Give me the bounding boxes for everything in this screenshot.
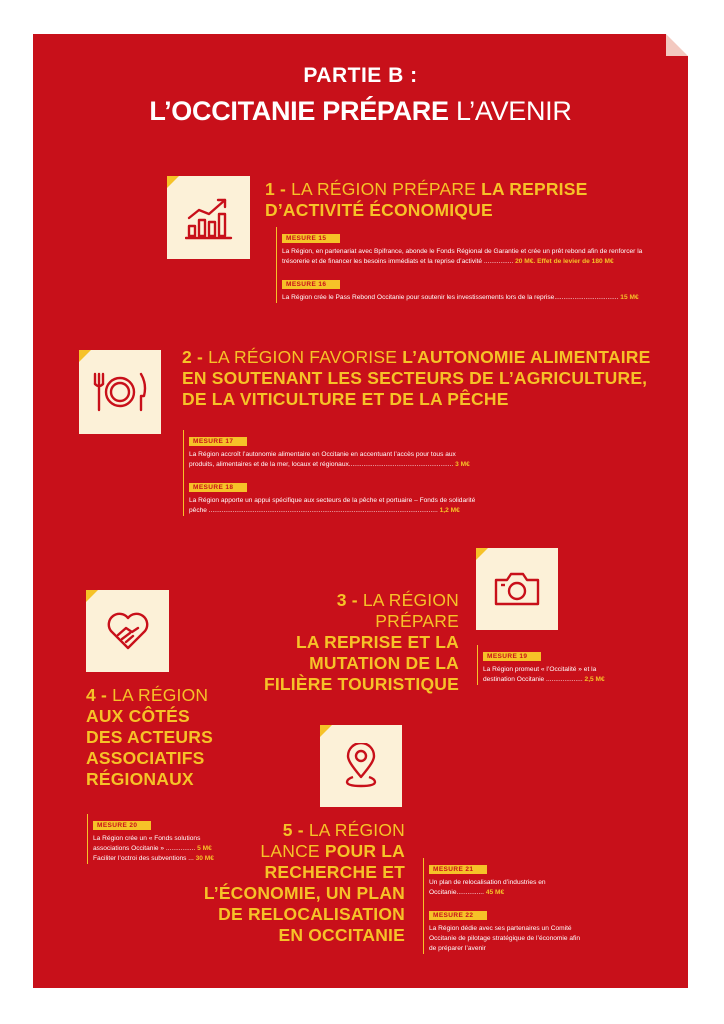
section-5-tile bbox=[320, 725, 402, 807]
camera-icon bbox=[493, 571, 541, 607]
page-title bbox=[33, 96, 688, 127]
measure-badge: MESURE 17 bbox=[189, 437, 247, 446]
section-4-heading: 4 - LA RÉGION AUX CÔTÉS DES ACTEURS ASSOCIATIFS RÉGIONAUX bbox=[86, 685, 213, 789]
section-1-tile bbox=[167, 176, 250, 259]
section-1-heading: 1 - LA RÉGION PRÉPARE LA REPRISE D’ACTIVITÉ ÉCONOMIQUE bbox=[265, 179, 588, 220]
measure-badge: MESURE 18 bbox=[189, 483, 247, 492]
fork-plate-knife-icon bbox=[91, 372, 149, 412]
measure-text: La Région crée le Pass Rebond Occitanie pour soutenir les investissements lors de la reprise................................... 15 M€ bbox=[282, 294, 639, 301]
section-2-tile bbox=[79, 350, 161, 434]
heart-handshake-icon bbox=[106, 611, 150, 651]
section-3-tile bbox=[476, 548, 558, 630]
part-label: PARTIE B : bbox=[303, 64, 418, 87]
measure-text: La Région crée un « Fonds solutions associations Occitanie » ................ 5 M€ Faciliter l’octroi des subventions ... 30 M€ bbox=[93, 835, 214, 862]
section-2-measures bbox=[183, 430, 479, 516]
measure-badge: MESURE 15 bbox=[282, 234, 340, 243]
measure-text: Un plan de relocalisation d’industries en Occitanie............... 45 M€ bbox=[429, 879, 546, 896]
section-4-tile bbox=[86, 590, 169, 672]
measure-text: La Région apporte un appui spécifique aux secteurs de la pêche et portuaire – Fonds de solidarité pêche ............................................................................................................................. 1,2 M€ bbox=[189, 497, 476, 514]
page-fold-corner bbox=[666, 34, 688, 56]
measure-badge: MESURE 19 bbox=[483, 652, 541, 661]
measure-badge: MESURE 22 bbox=[429, 911, 487, 920]
section-3-heading: 3 - LA RÉGION PRÉPARE LA REPRISE ET LA MUTATION DE LA FILIÈRE TOURISTIQUE bbox=[263, 590, 459, 694]
measure-text: La Région promeut « l’Occitalité » et la destination Occitanie .................... 2,5 M€ bbox=[483, 666, 605, 683]
measure-badge: MESURE 16 bbox=[282, 280, 340, 289]
measure-text: La Région, en partenariat avec Bpifrance, abonde le Fonds Régional de Garantie et crée un prêt rebond afin de renforcer la trésorerie et de financer les besoins immédiats et la reprise d’activité ................ 20 M€. Effet de levier de 180 M€ bbox=[282, 248, 643, 265]
measure-text: La Région dédie avec ses partenaires un Comité Occitanie de pilotage stratégique de l’économie afin de préparer l’avenir bbox=[429, 925, 581, 952]
location-pin-icon bbox=[343, 743, 379, 789]
measure-text: La Région accroît l’autonomie alimentaire en Occitanie en accentuant l’accès pour tous aux produits, alimentaires et de la mer, locaux et régionaux......................................................... 3 M€ bbox=[189, 451, 470, 468]
section-2-heading: 2 - LA RÉGION FAVORISE L’AUTONOMIE ALIMENTAIRE EN SOUTENANT LES SECTEURS DE L’AGRICULTURE, DE LA VITICULTURE ET DE LA PÊCHE bbox=[182, 347, 651, 409]
section-1-measures bbox=[276, 227, 662, 303]
measure-badge: MESURE 21 bbox=[429, 865, 487, 874]
section-5-heading: 5 - LA RÉGION LANCE POUR LA RECHERCHE ET L’ÉCONOMIE, UN PLAN DE RELOCALISATION EN OCCITANIE bbox=[203, 820, 405, 945]
measure-badge: MESURE 20 bbox=[93, 821, 151, 830]
section-5-measures bbox=[423, 858, 589, 954]
title-bold: L’OCCITANIE PRÉPARE bbox=[149, 96, 449, 126]
growth-chart-icon bbox=[185, 196, 233, 240]
title-light: L’AVENIR bbox=[455, 96, 572, 126]
section-3-measures bbox=[477, 645, 623, 685]
